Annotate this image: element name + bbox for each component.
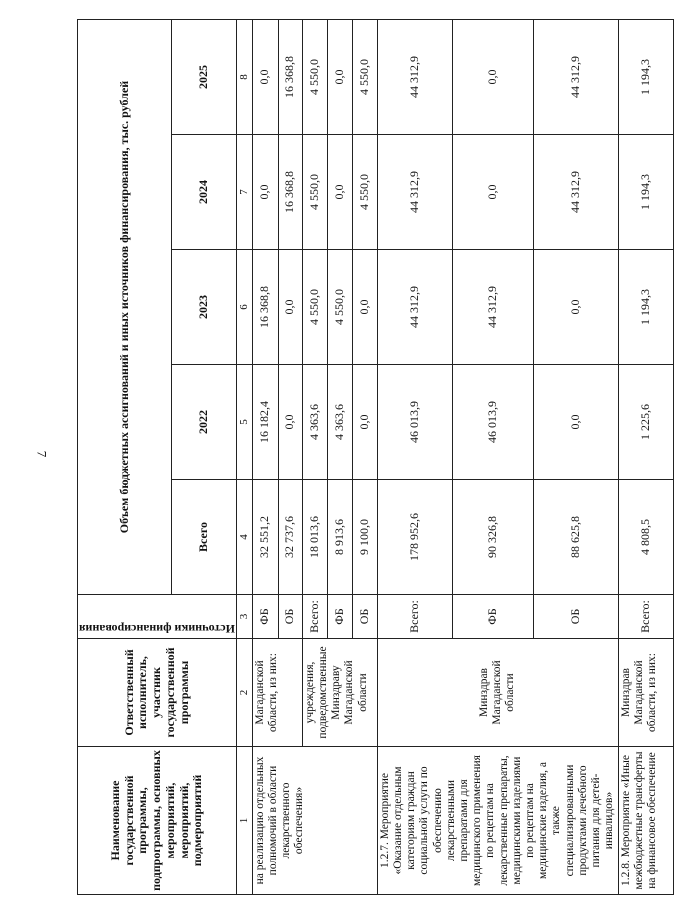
cell-value: 44 312,9	[453, 250, 534, 365]
cell-source: Всего:	[302, 595, 327, 639]
cell-source: ФБ	[252, 595, 278, 639]
header-2025: 2025	[172, 19, 237, 134]
cell-value: 4 808,5	[618, 480, 673, 595]
cell-source: ОБ	[278, 595, 302, 639]
cell-value: 88 625,8	[534, 480, 618, 595]
cell-value: 4 550,0	[302, 250, 327, 365]
budget-table	[77, 19, 674, 895]
col-number: 5	[236, 365, 252, 480]
col-number: 4	[236, 480, 252, 595]
table-row	[377, 19, 453, 894]
cell-value: 8 913,6	[327, 480, 352, 595]
cell-value: 0,0	[534, 250, 618, 365]
cell-value: 0,0	[252, 19, 278, 134]
cell-value: 16 182,4	[252, 365, 278, 480]
cell-value: 0,0	[278, 365, 302, 480]
cell-value: 1 194,3	[618, 135, 673, 250]
cell-value: 4 363,6	[327, 365, 352, 480]
cell-name: 1.2.7. Мероприятие «Оказание отдельным категориям граждан социальной услуги по обеспечению лекарственными препаратами для медицинского применения по рецептам на лекарственные препараты, медицинскими изделиями по рецептам на медицинские изделия, а также специализированными продуктами лечебного питания для детей-инвалидов»	[377, 747, 618, 895]
cell-source: ОБ	[534, 595, 618, 639]
cell-value: 0,0	[352, 365, 377, 480]
header-2024: 2024	[172, 135, 237, 250]
cell-name: 1.2.8. Мероприятие «Иные межбюджетные трансферты на финансовое обеспечение	[618, 747, 673, 895]
cell-source: ФБ	[453, 595, 534, 639]
cell-value: 44 312,9	[534, 19, 618, 134]
cell-executor: Магаданской области, из них:	[252, 639, 302, 747]
cell-value: 0,0	[252, 135, 278, 250]
cell-value: 0,0	[327, 19, 352, 134]
cell-value: 4 363,6	[302, 365, 327, 480]
cell-value: 1 194,3	[618, 250, 673, 365]
cell-source: ФБ	[327, 595, 352, 639]
cell-value: 46 013,9	[377, 365, 453, 480]
cell-source: ОБ	[352, 595, 377, 639]
cell-executor: учреждения, подведомственные Минздраву Магаданской области	[302, 639, 377, 747]
cell-value: 46 013,9	[453, 365, 534, 480]
cell-value: 1 194,3	[618, 19, 673, 134]
col-number: 3	[236, 595, 252, 639]
header-2023: 2023	[172, 250, 237, 365]
cell-value: 4 550,0	[302, 135, 327, 250]
cell-value: 9 100,0	[352, 480, 377, 595]
col-number: 1	[236, 747, 252, 895]
cell-value: 44 312,9	[534, 135, 618, 250]
cell-value: 178 952,6	[377, 480, 453, 595]
cell-value: 0,0	[453, 19, 534, 134]
header-volume: Объем бюджетных ассигнований и иных источников финансирования, тыс. рублей	[78, 19, 172, 594]
page-number: 7	[34, 450, 50, 458]
cell-value: 44 312,9	[377, 250, 453, 365]
cell-value: 0,0	[352, 250, 377, 365]
table-row	[618, 19, 673, 894]
cell-value: 0,0	[327, 135, 352, 250]
cell-value: 4 550,0	[352, 19, 377, 134]
cell-value: 90 326,8	[453, 480, 534, 595]
cell-value: 16 368,8	[252, 250, 278, 365]
cell-value: 0,0	[534, 365, 618, 480]
cell-source: Всего:	[377, 595, 453, 639]
table-sheet	[77, 20, 658, 895]
cell-source: Всего:	[618, 595, 673, 639]
cell-value: 4 550,0	[352, 135, 377, 250]
cell-executor: Минздрав Магаданской области	[377, 639, 618, 747]
header-source	[78, 595, 237, 639]
cell-value: 32 551,2	[252, 480, 278, 595]
cell-value: 0,0	[278, 250, 302, 365]
cell-value: 16 368,8	[278, 19, 302, 134]
cell-name: на реализацию отдельных полномочий в области лекарственного обеспечения»	[252, 747, 377, 895]
rotated-table-container	[77, 20, 658, 895]
col-number: 2	[236, 639, 252, 747]
cell-value: 18 013,6	[302, 480, 327, 595]
cell-value: 16 368,8	[278, 135, 302, 250]
col-number: 8	[236, 19, 252, 134]
column-numbers-row	[236, 19, 252, 894]
cell-value: 44 312,9	[377, 135, 453, 250]
header-executor: Ответственный исполнитель, участник государственной программы	[78, 639, 237, 747]
header-2022: 2022	[172, 365, 237, 480]
cell-value: 4 550,0	[327, 250, 352, 365]
cell-value: 1 225,6	[618, 365, 673, 480]
table-row	[252, 19, 278, 894]
header-source-text: Источники финансирования	[79, 622, 235, 636]
cell-value: 4 550,0	[302, 19, 327, 134]
header-total: Всего	[172, 480, 237, 595]
header-name: Наименование государственной программы, подпрограммы, основных мероприятий, мероприятий, подмероприятий	[78, 747, 237, 895]
cell-value: 0,0	[453, 135, 534, 250]
col-number: 6	[236, 250, 252, 365]
cell-executor: Минздрав Магаданской области, из них:	[618, 639, 673, 747]
col-number: 7	[236, 135, 252, 250]
cell-value: 32 737,6	[278, 480, 302, 595]
cell-value: 44 312,9	[377, 19, 453, 134]
